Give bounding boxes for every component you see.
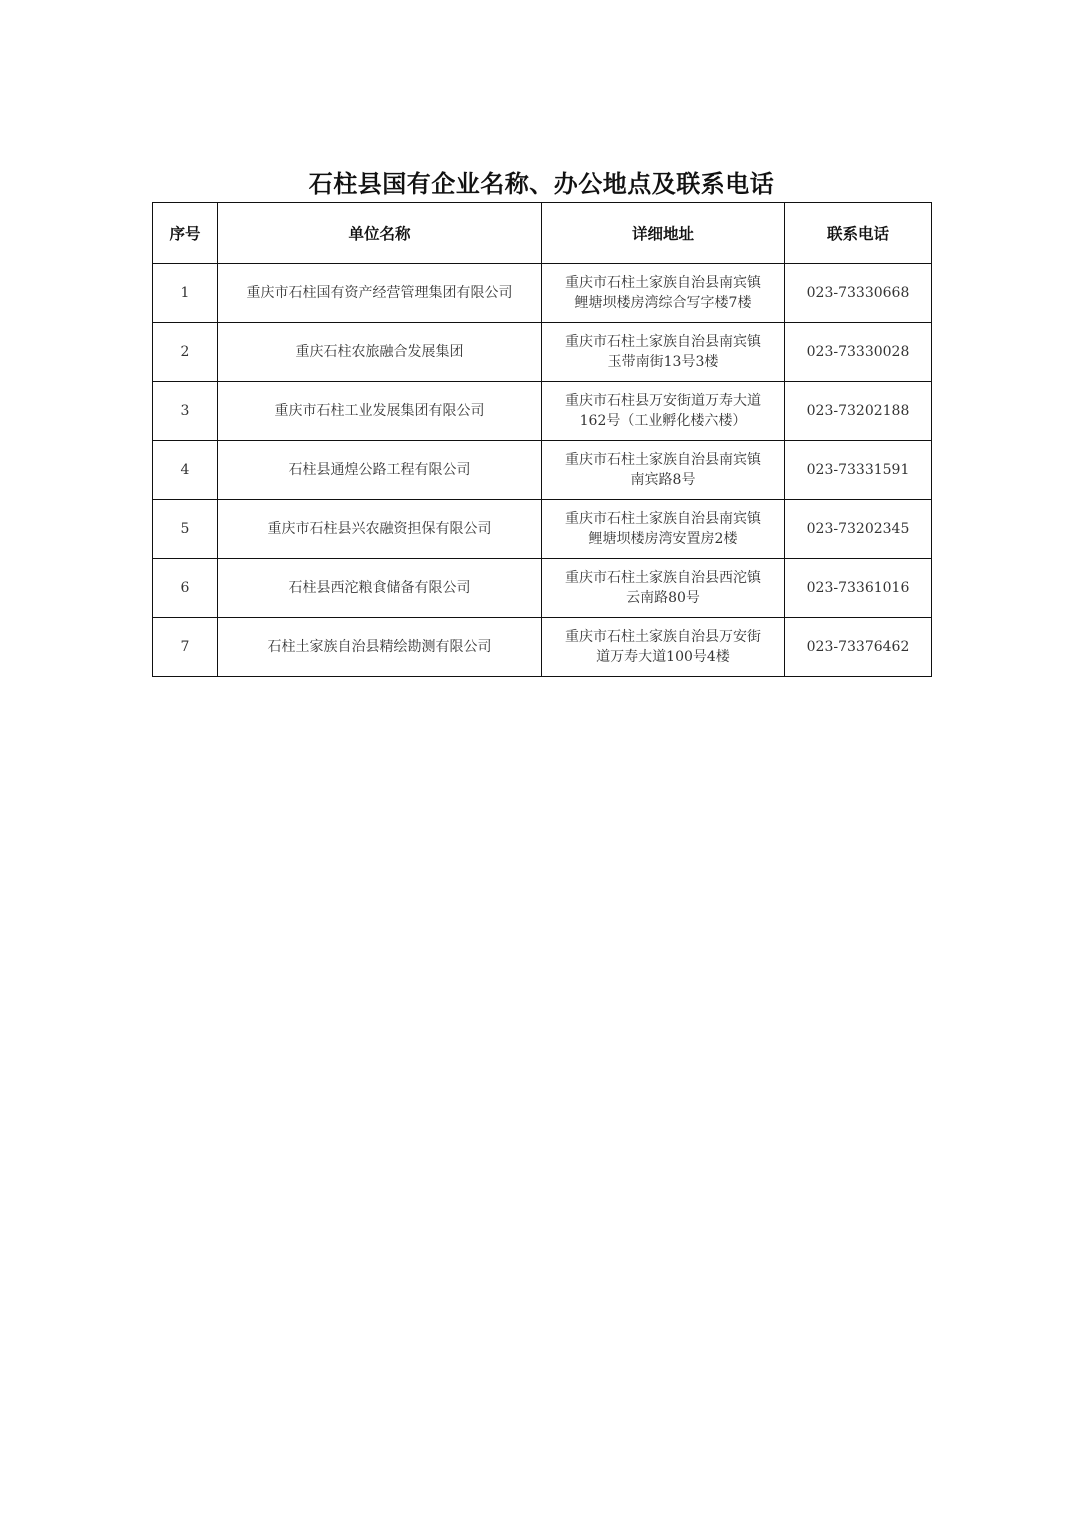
company-name: 石柱县通煌公路工程有限公司 <box>218 441 542 500</box>
company-name: 重庆市石柱国有资产经营管理集团有限公司 <box>218 264 542 323</box>
address-line: 鲤塘坝楼房湾综合写字楼7楼 <box>574 295 752 311</box>
company-name: 石柱土家族自治县精绘勘测有限公司 <box>218 618 542 677</box>
address-line: 云南路80号 <box>626 590 700 606</box>
page-title: 石柱县国有企业名称、办公地点及联系电话 <box>308 169 775 198</box>
address-line: 重庆市石柱土家族自治县南宾镇 <box>565 452 761 468</box>
company-address <box>542 500 785 559</box>
address-line: 重庆市石柱土家族自治县南宾镇 <box>565 511 761 527</box>
table-header-row <box>153 203 932 264</box>
row-number: 5 <box>153 500 218 559</box>
company-address <box>542 382 785 441</box>
row-number: 6 <box>153 559 218 618</box>
address-line: 重庆市石柱土家族自治县南宾镇 <box>565 334 761 350</box>
company-phone: 023-73330028 <box>785 323 932 382</box>
company-name: 重庆市石柱工业发展集团有限公司 <box>218 382 542 441</box>
address-line: 重庆市石柱土家族自治县万安街 <box>565 629 761 645</box>
row-number: 7 <box>153 618 218 677</box>
company-name: 重庆市石柱县兴农融资担保有限公司 <box>218 500 542 559</box>
company-phone: 023-73202345 <box>785 500 932 559</box>
table-row <box>153 559 932 618</box>
row-number: 1 <box>153 264 218 323</box>
header-address: 详细地址 <box>542 203 785 264</box>
company-phone: 023-73331591 <box>785 441 932 500</box>
company-phone: 023-73376462 <box>785 618 932 677</box>
address-line: 重庆市石柱县万安街道万寿大道 <box>565 393 761 409</box>
address-line: 鲤塘坝楼房湾安置房2楼 <box>588 531 738 547</box>
table-row <box>153 382 932 441</box>
company-phone: 023-73330668 <box>785 264 932 323</box>
address-line: 重庆市石柱土家族自治县西沱镇 <box>565 570 761 586</box>
address-line: 玉带南街13号3楼 <box>607 354 719 370</box>
address-line: 重庆市石柱土家族自治县南宾镇 <box>565 275 761 291</box>
header-name: 单位名称 <box>218 203 542 264</box>
company-table <box>152 202 932 677</box>
table-row <box>153 500 932 559</box>
row-number: 3 <box>153 382 218 441</box>
company-address <box>542 323 785 382</box>
table-row <box>153 441 932 500</box>
company-address <box>542 618 785 677</box>
table-row <box>153 618 932 677</box>
company-phone: 023-73202188 <box>785 382 932 441</box>
header-phone: 联系电话 <box>785 203 932 264</box>
company-address <box>542 264 785 323</box>
company-phone: 023-73361016 <box>785 559 932 618</box>
address-line: 162号（工业孵化楼六楼） <box>579 413 747 429</box>
address-line: 南宾路8号 <box>630 472 696 488</box>
address-line: 道万寿大道100号4楼 <box>596 649 730 665</box>
company-name: 重庆石柱农旅融合发展集团 <box>218 323 542 382</box>
company-address <box>542 559 785 618</box>
table-row <box>153 264 932 323</box>
header-no: 序号 <box>153 203 218 264</box>
row-number: 4 <box>153 441 218 500</box>
company-name: 石柱县西沱粮食储备有限公司 <box>218 559 542 618</box>
row-number: 2 <box>153 323 218 382</box>
company-address <box>542 441 785 500</box>
table-row <box>153 323 932 382</box>
